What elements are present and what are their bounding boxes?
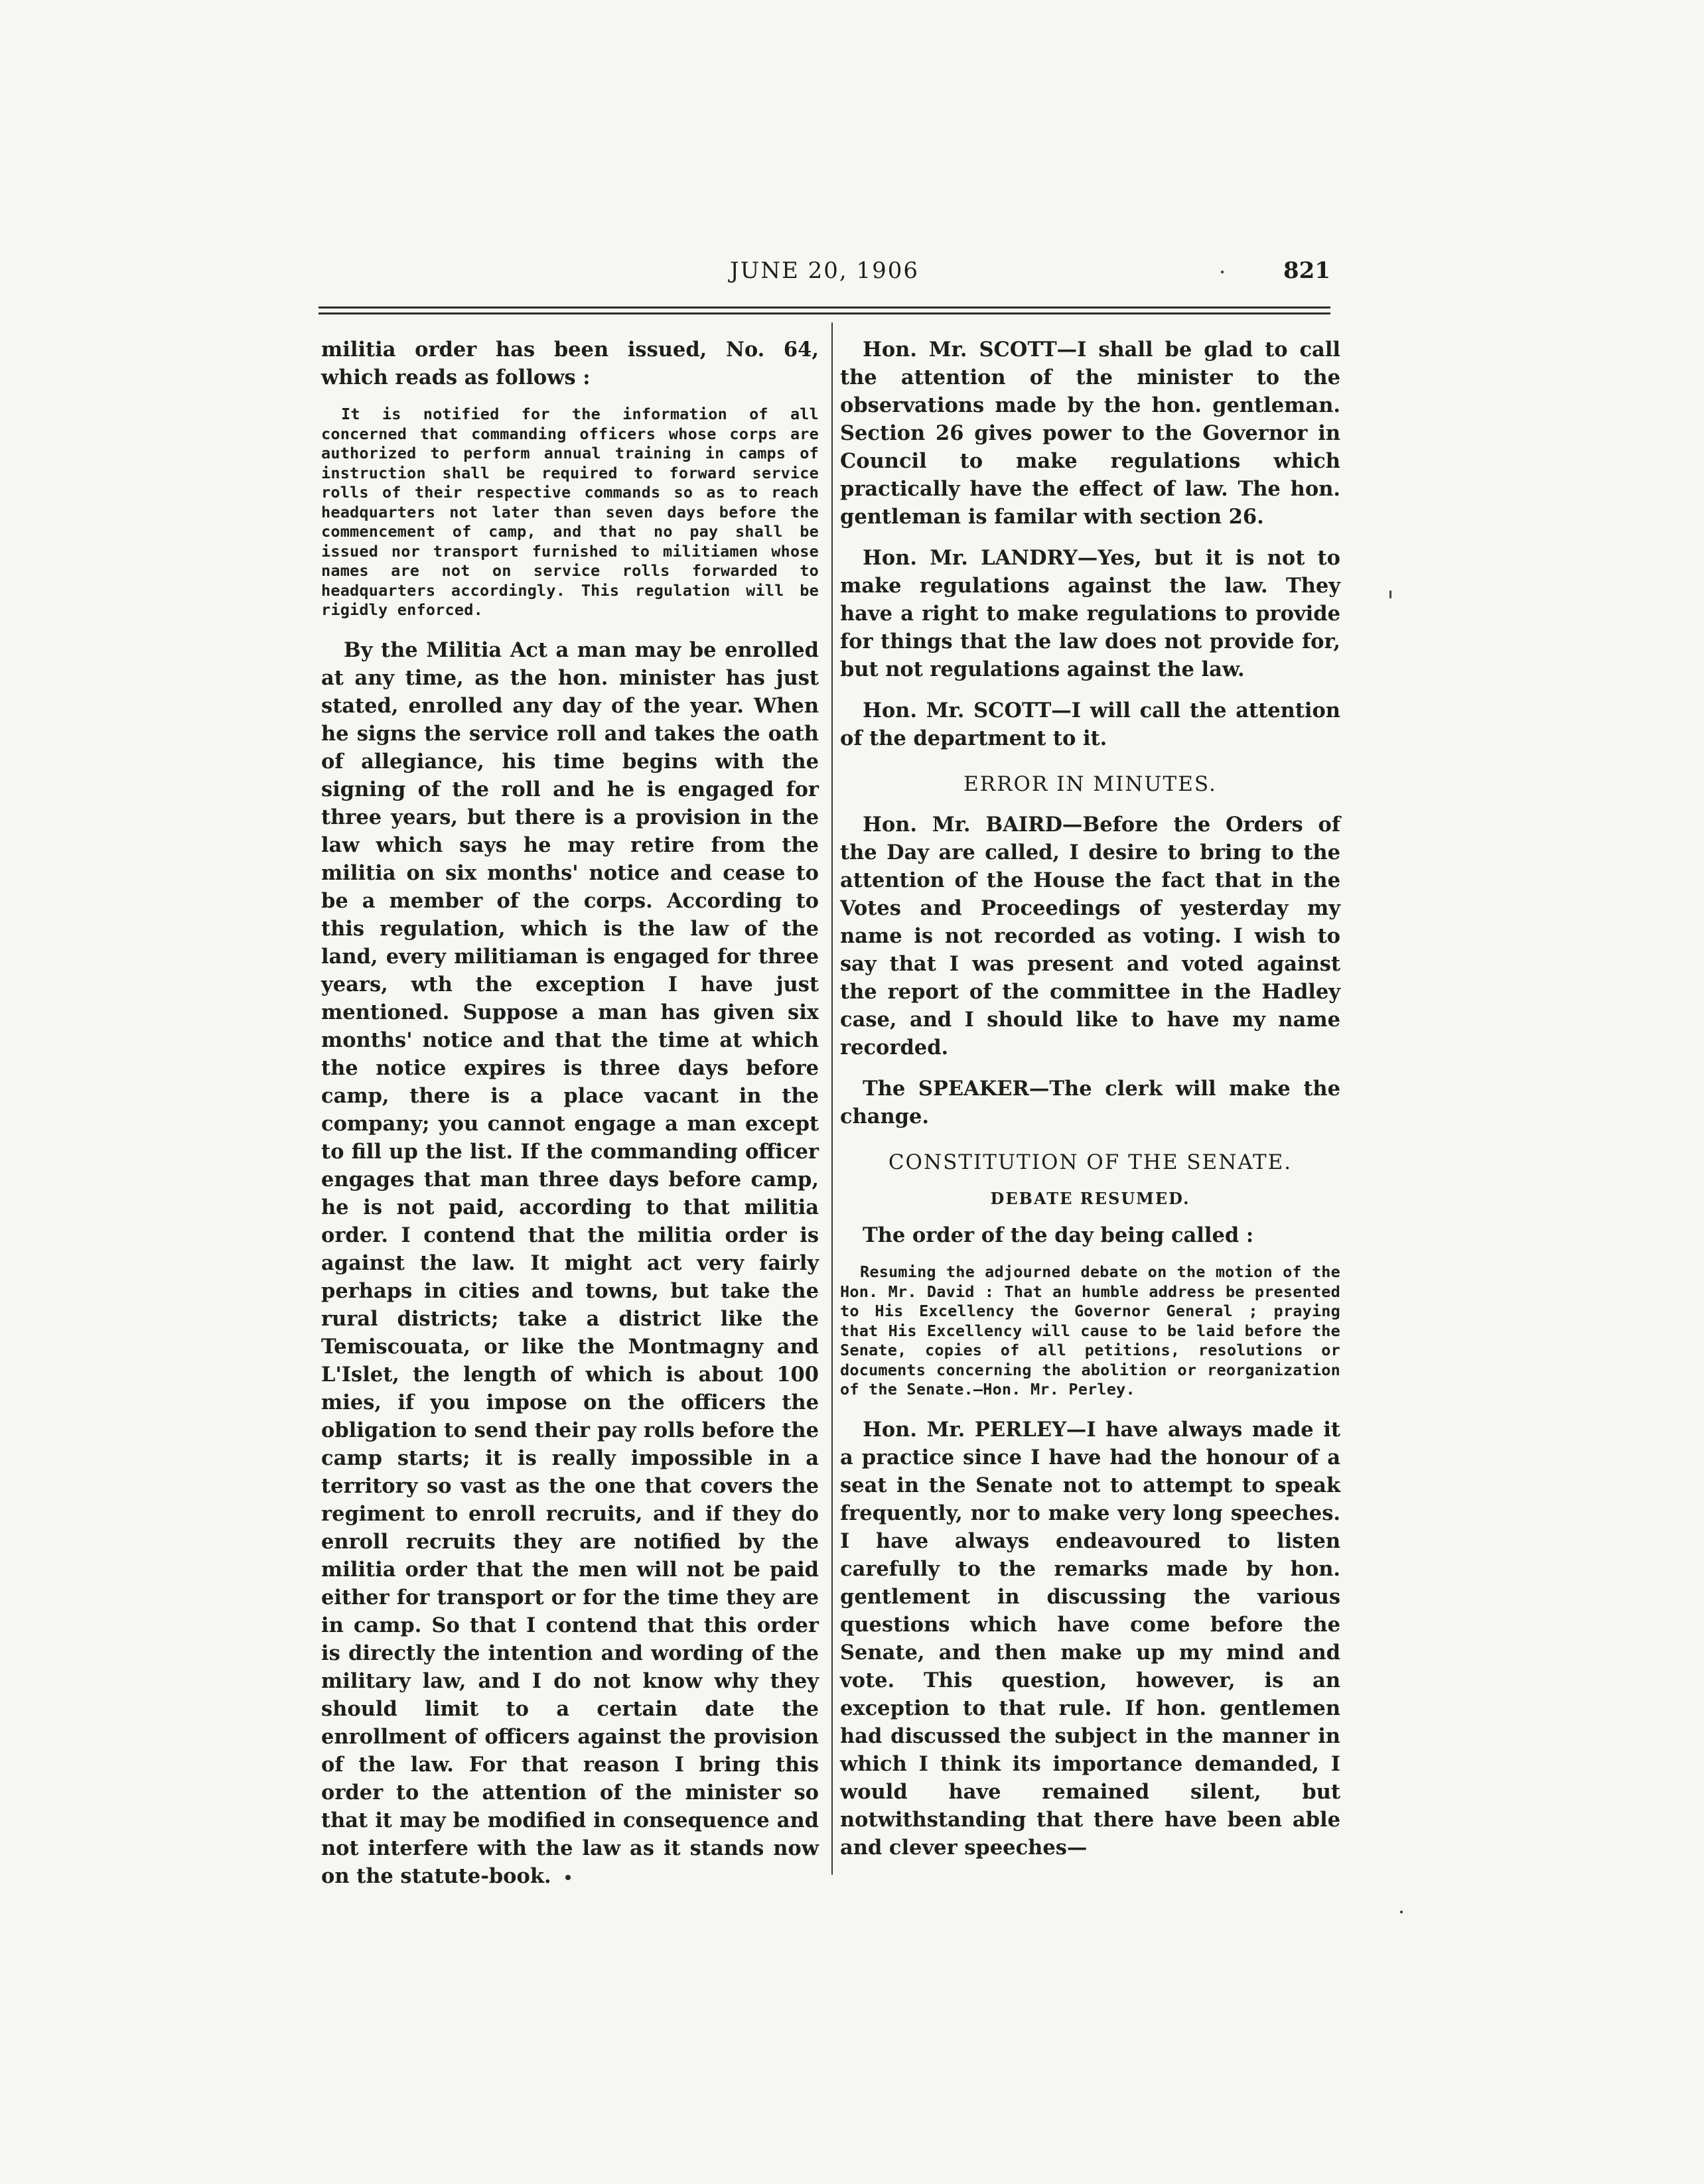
speech-scott-1: Hon. Mr. SCOTT—I shall be glad to call the attention of the minister to the observations made by the hon. gentleman. Section 26 gives power to the Governor in Council to make regulations which practically have the effect of law. The hon. gentleman is familar with section 26. <box>840 338 1340 529</box>
motion-quote: Resuming the adjourned debate on the motion of the Hon. Mr. David : That an humble address be presented to His Excellency the Governor General ; praying that His Excellency will cause to be laid before the Senate, copies of all petitions, resolutions or documents concerning the abolition or reorganization of the Senate.—Hon. Mr. Perley. <box>840 1263 1340 1399</box>
header-rule-top <box>319 307 1330 308</box>
speech-speaker: The SPEAKER—The clerk will make the change. <box>840 1077 1340 1128</box>
left-paragraph-intro: militia order has been issued, No. 64, which reads as follows : <box>321 338 819 389</box>
page-date: JUNE 20, 1906 <box>729 257 920 284</box>
header-rule-bottom <box>319 312 1330 314</box>
page-header <box>319 257 1330 297</box>
left-paragraph-militia-act: By the Militia Act a man may be enrolled at any time, as the hon. minister has just stated, enrolled any day of the year. When he signs the service roll and takes the oath of allegiance, his time begins with the signing of the roll and he is engaged for three years, but there is a provision in the law which says he may retire from the militia on six months' notice and cease to be a member of the corps. According to this regulation, which is the law of the land, every militiaman is engaged for three years, wth the exception I have just mentioned. Suppose a man has given six months' notice and that the time at which the notice expires is three days before camp, there is a place vacant in the company; you cannot engage a man except to fill up the list. If the commanding officer engages that man three days before camp, he is not paid, according to that militia order. I contend that the militia order is against the law. It might act very fairly perhaps in cities and towns, but take the rural districts; take a district like the Temiscouata, or like the Montmagny and L'Islet, the length of which is about 100 mies, if you impose on the officers the obligation to send their pay rolls before the camp starts; it is really impossible in a territory so vast as the one that covers the regiment to enroll recruits, and if they do enroll recruits they are notified by the militia order that the men will not be paid either for transport or for the time they are in camp. So that I contend that this order is directly the intention and wording of the military law, and I do not know why they should limit to a certain date the enrollment of officers against the provision of the law. For that reason I bring this order to the attention of the minister so that it may be modified in consequence and not interfere with the law as it stands now on the statute-book. <box>321 638 819 1888</box>
speech-landry: Hon. Mr. LANDRY—Yes, but it is not to make regulations against the law. They have a right to make regulations to provide for things that the law does not provide for, but not regulations against the law. <box>840 546 1340 681</box>
section-heading-constitution-of-senate: CONSTITUTION OF THE SENATE. <box>888 1150 1293 1174</box>
column-divider <box>831 322 833 1875</box>
speech-scott-2: Hon. Mr. SCOTT—I will call the attention of the department to it. <box>840 699 1340 750</box>
order-of-the-day: The order of the day being called : <box>863 1223 1254 1247</box>
subheading-debate-resumed: DEBATE RESUMED. <box>990 1189 1190 1208</box>
page-number: 821 <box>1283 257 1330 284</box>
section-heading-error-in-minutes: ERROR IN MINUTES. <box>963 772 1217 796</box>
right-column <box>840 336 1340 1875</box>
print-speck <box>565 1875 571 1880</box>
left-column <box>321 336 819 1903</box>
militia-order-quote: It is notified for the information of all concerned that commanding officers whose corps are authorized to perform annual training in camps of instruction shall be required to forward service rolls of their respective commands so as to reach headquarters not later than seven days before the commencement of camp, and that no pay shall be issued nor transport furnished to militiamen whose names are not on service rolls forwarded to headquarters accordingly. This regulation will be rigidly enforced. <box>321 405 819 619</box>
speech-baird: Hon. Mr. BAIRD—Before the Orders of the Day are called, I desire to bring to the attention of the House the fact that in the Votes and Proceedings of yesterday my name is not recorded as voting. I wish to say that I was present and voted against the report of the committee in the Hadley case, and I should like to have my name recorded. <box>840 813 1340 1059</box>
speech-perley: Hon. Mr. PERLEY—I have always made it a practice since I have had the honour of a seat in the Senate not to attempt to speak frequently, nor to make very long speeches. I have always endeavoured to listen carefully to the remarks made by hon. gentlement in discussing the various questions which have come before the Senate, and then make up my mind and vote. This question, however, is an exception to that rule. If hon. gentlemen had discussed the subject in the manner in which I think its importance demanded, I would have remained silent, but notwithstanding that there have been able and clever speeches— <box>840 1417 1340 1860</box>
